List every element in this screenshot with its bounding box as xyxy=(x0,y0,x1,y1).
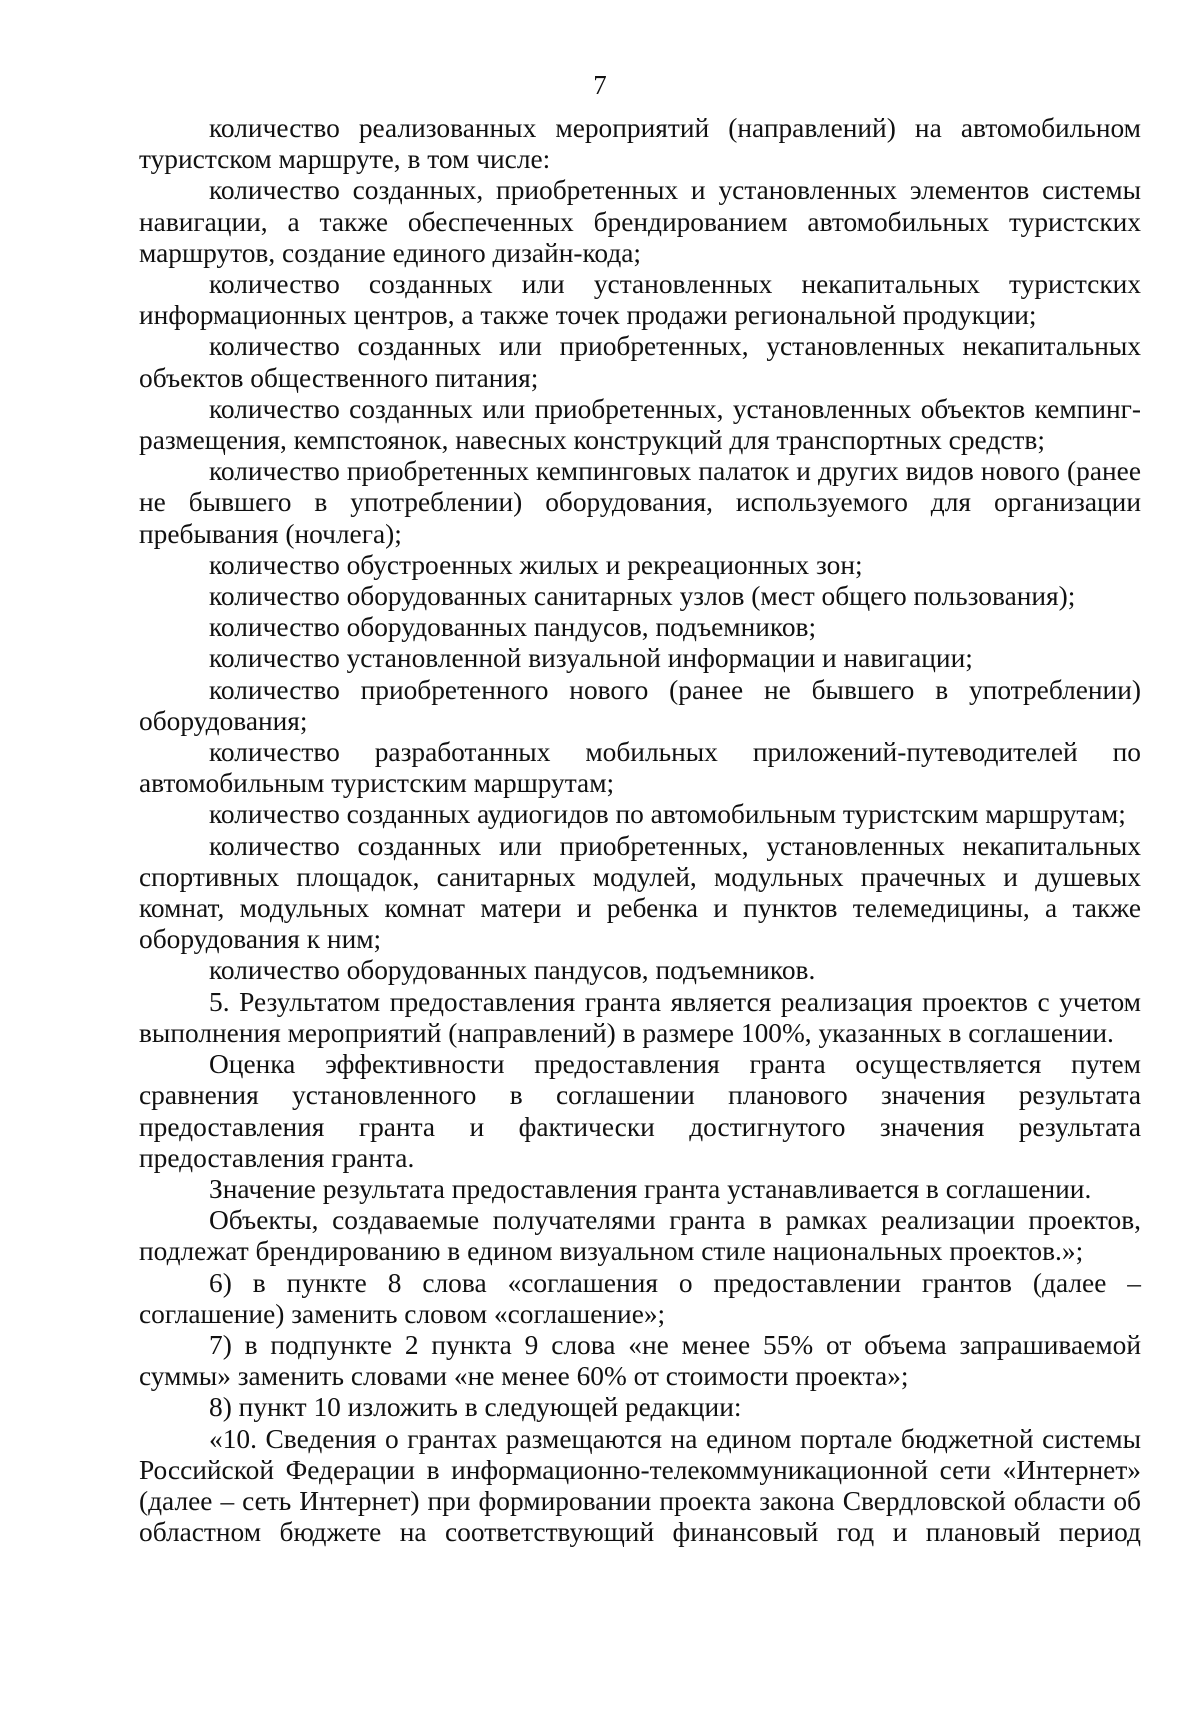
paragraph: количество приобретенных кемпинговых палаток и других видов нового (ранее не бывшего в употреблении) оборудования, используемого для организации пребывания (ночлега); xyxy=(139,456,1141,549)
paragraph: количество созданных, приобретенных и установленных элементов системы навигации, а также обеспеченных брендированием автомобильных туристских маршрутов, создание единого дизайн-кода; xyxy=(139,175,1141,268)
paragraph: количество реализованных мероприятий (направлений) на автомобильном туристском маршруте, в том числе: xyxy=(139,113,1141,175)
paragraph: количество созданных или приобретенных, установленных некапитальных объектов общественного питания; xyxy=(139,331,1141,393)
paragraph: количество созданных или установленных некапитальных туристских информационных центров, а также точек продажи региональной продукции; xyxy=(139,269,1141,331)
paragraph: количество оборудованных пандусов, подъемников; xyxy=(209,612,817,643)
paragraph: Значение результата предоставления гранта устанавливается в соглашении. xyxy=(209,1173,1092,1204)
paragraph: 6) в пункте 8 слова «соглашения о предоставлении грантов (далее – соглашение) заменить словом «соглашение»; xyxy=(139,1267,1141,1329)
paragraph: количество созданных или приобретенных, установленных некапитальных спортивных площадок, санитарных модулей, модульных прачечных и душевых комнат, модульных комнат матери и ребенка и пунктов телемедицины, а также оборудования к ним; xyxy=(139,830,1141,955)
paragraph: количество созданных или приобретенных, установленных объектов кемпинг-размещения, кемпстоянок, навесных конструкций для транспортных средств; xyxy=(139,393,1141,456)
paragraph: количество разработанных мобильных приложений-путеводителей по автомобильным туристским маршрутам; xyxy=(139,737,1141,799)
paragraph: количество установленной визуальной информации и навигации; xyxy=(209,643,973,674)
page-number: 7 xyxy=(593,70,607,100)
paragraph: «10. Сведения о грантах размещаются на едином портале бюджетной системы Российской Федерации в информационно-телекоммуникационной сети «Интернет» (далее – сеть Интернет) при формировании проекта закона Свердловской области об областном бюджете на соответствующий финансовый год и плановый период xyxy=(139,1423,1141,1548)
paragraph: количество созданных аудиогидов по автомобильным туристским маршрутам; xyxy=(209,799,1126,830)
paragraph: 5. Результатом предоставления гранта является реализация проектов с учетом выполнения мероприятий (направлений) в размере 100%, указанных в соглашении. xyxy=(139,986,1141,1048)
document-body xyxy=(139,113,1141,1548)
paragraph: 8) пункт 10 изложить в следующей редакции: xyxy=(209,1392,742,1423)
paragraph: количество оборудованных пандусов, подъемников. xyxy=(209,955,816,986)
paragraph: количество приобретенного нового (ранее не бывшего в употреблении) оборудования; xyxy=(139,674,1141,736)
paragraph: количество оборудованных санитарных узлов (мест общего пользования); xyxy=(209,581,1076,612)
paragraph: Оценка эффективности предоставления гранта осуществляется путем сравнения установленного в соглашении планового значения результата предоставления гранта и фактически достигнутого значения результата предоставления гранта. xyxy=(139,1049,1141,1173)
paragraph: Объекты, создаваемые получателями гранта в рамках реализации проектов, подлежат брендированию в едином визуальном стиле национальных проектов.»; xyxy=(139,1205,1141,1267)
paragraph: количество обустроенных жилых и рекреационных зон; xyxy=(209,549,863,580)
paragraph: 7) в подпункте 2 пункта 9 слова «не менее 55% от объема запрашиваемой суммы» заменить словами «не менее 60% от стоимости проекта»; xyxy=(139,1329,1141,1392)
